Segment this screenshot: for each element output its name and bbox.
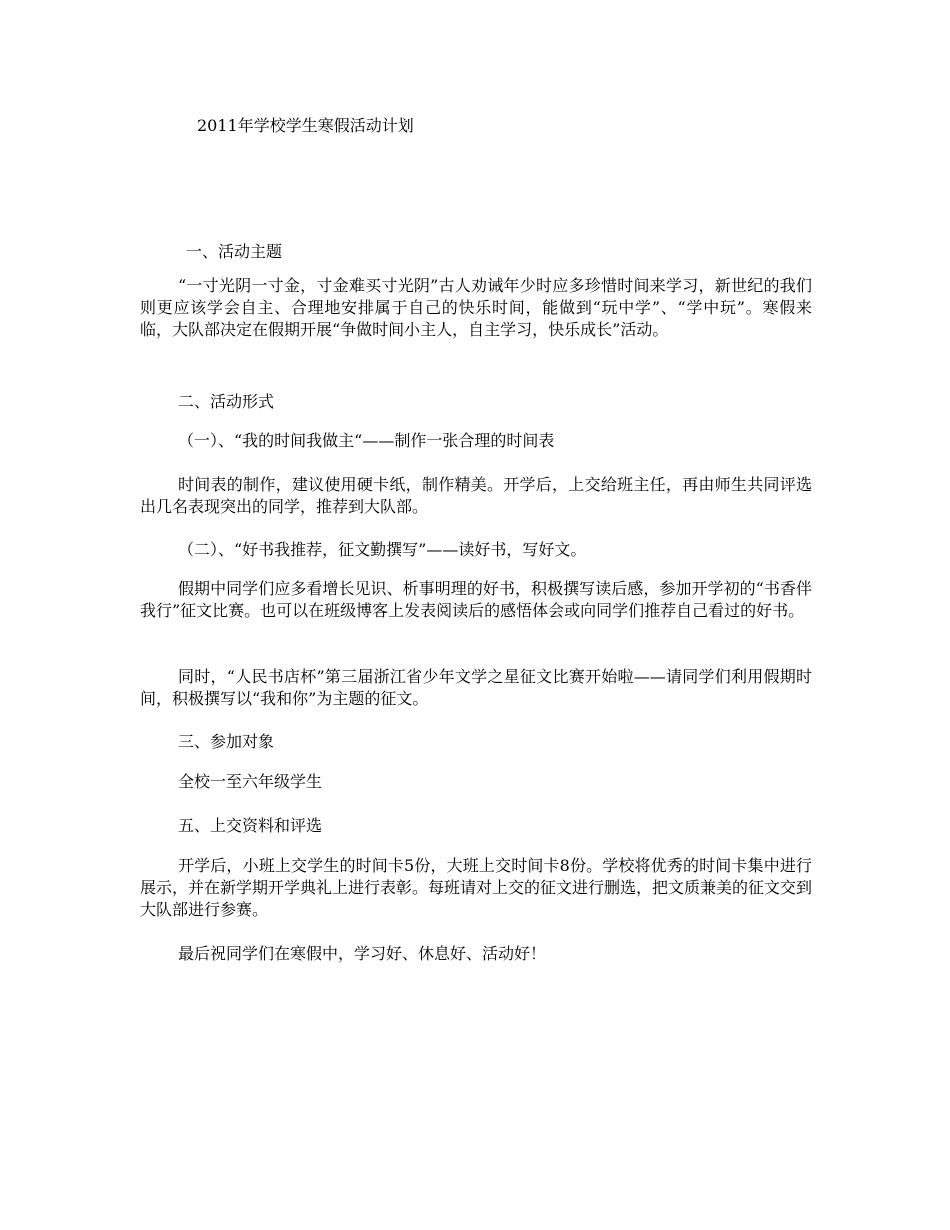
paragraph-contest: 同时，“人民书店杯”第三届浙江省少年文学之星征文比赛开始啦——请同学们利用假期时间，积极撰写以“我和你”为主题的征文。 [140,667,812,708]
paragraph-participants: 全校一至六年级学生 [178,772,323,791]
closing-line: 最后祝同学们在寒假中，学习好、休息好、活动好！ [178,944,547,963]
paragraph-book-essay: 假期中同学们应多看增长见识、析事明理的好书，积极撰写读后感，参加开学初的“书香伴我行”征文比赛。也可以在班级博客上发表阅读后的感悟体会或向同学们推荐自己看过的好书。 [140,579,812,620]
paragraph-submission: 开学后，小班上交学生的时间卡5份，大班上交时间卡8份。学校将优秀的时间卡集中进行展示，并在新学期开学典礼上进行表彰。每班请对上交的征文进行删选，把文质兼美的征文交到大队部进行参赛。 [140,856,813,919]
subheading-book-essay: （二）、“好书我推荐，征文勤撰写”——读好书，写好文。 [178,540,587,559]
section-heading-form: 二、活动形式 [178,392,275,411]
section-heading-participants: 三、参加对象 [178,732,275,751]
section-heading-submission: 五、上交资料和评选 [178,816,323,835]
document-title: 2011年学校学生寒假活动计划 [197,116,414,135]
subheading-time-table: （一）、“我的时间我做主“——制作一张合理的时间表 [178,431,555,450]
paragraph-time-table: 时间表的制作，建议使用硬卡纸，制作精美。开学后，上交给班主任，再由师生共同评选出几名表现突出的同学，推荐到大队部。 [140,475,812,516]
section-heading-theme: 一、活动主题 [186,242,283,261]
paragraph-theme: “一寸光阴一寸金，寸金难买寸光阴”古人劝诫年少时应多珍惜时间来学习，新世纪的我们则更应该学会自主、合理地安排属于自己的快乐时间，能做到“玩中学”、“学中玩”。寒假来临，大队部决定在假期开展“争做时间小主人，自主学习，快乐成长”活动。 [140,276,812,339]
